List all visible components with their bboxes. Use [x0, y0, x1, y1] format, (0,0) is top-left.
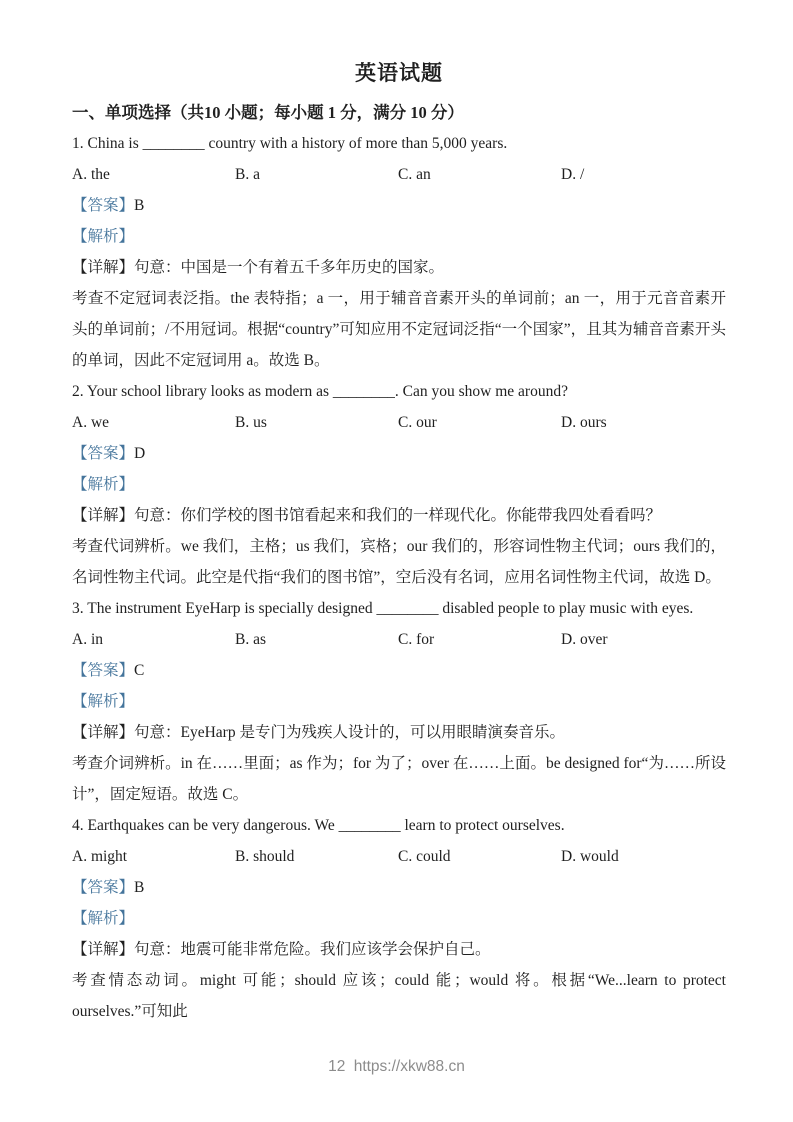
- detail-line: [72, 500, 726, 531]
- option-b: B. us: [235, 414, 267, 431]
- analysis-label: 【解析】: [72, 476, 135, 493]
- question-block-3: [72, 593, 726, 810]
- answer-label: 【答案】: [72, 662, 135, 679]
- question-text: 2. Your school library looks as modern as ________. Can you show me around?: [72, 383, 568, 400]
- option-d: D. over: [561, 631, 608, 648]
- section-header: 一、单项选择（共10 小题；每小题 1 分，满分 10 分）: [72, 103, 464, 122]
- detail-sentence: 句意：地震可能非常危险。我们应该学会保护自己。: [134, 941, 491, 958]
- explanation: 考查情态动词。might 可能；should 应该；could 能；would 将。根据“We...learn to protect ourselves.”可知此: [72, 972, 726, 1020]
- options-row: [72, 841, 726, 872]
- answer-value: D: [134, 445, 146, 462]
- detail-sentence: 句意：EyeHarp 是专门为残疾人设计的，可以用眼睛演奏音乐。: [134, 724, 565, 741]
- option-c: C. for: [398, 631, 435, 648]
- question-block-2: [72, 376, 726, 593]
- option-c: C. our: [398, 414, 437, 431]
- answer-value: C: [134, 662, 145, 679]
- option-d: D. would: [561, 848, 619, 865]
- analysis-label: 【解析】: [72, 228, 135, 245]
- detail-line: [72, 252, 726, 283]
- answer-value: B: [134, 879, 145, 896]
- page-footer: [0, 1056, 793, 1078]
- detail-line: [72, 717, 726, 748]
- analysis-label: 【解析】: [72, 693, 135, 710]
- footer-url: https://xkw88.cn: [353, 1058, 465, 1075]
- option-a: A. the: [72, 166, 110, 183]
- detail-label: 【详解】: [72, 941, 135, 958]
- question-text: 3. The instrument EyeHarp is specially designed ________ disabled people to play music with eyes.: [72, 600, 694, 617]
- answer-label: 【答案】: [72, 197, 135, 214]
- analysis-label: 【解析】: [72, 910, 135, 927]
- question-text: 4. Earthquakes can be very dangerous. We ________ learn to protect ourselves.: [72, 817, 565, 834]
- option-c: C. could: [398, 848, 451, 865]
- option-a: A. we: [72, 414, 110, 431]
- options-row: [72, 624, 726, 655]
- detail-sentence: 句意：中国是一个有着五千多年历史的国家。: [134, 259, 445, 276]
- option-a: A. in: [72, 631, 103, 648]
- option-c: C. an: [398, 166, 431, 183]
- option-b: B. as: [235, 631, 266, 648]
- question-text: 1. China is ________ country with a history of more than 5,000 years.: [72, 135, 508, 152]
- answer-label: 【答案】: [72, 879, 135, 896]
- detail-sentence: 句意：你们学校的图书馆看起来和我们的一样现代化。你能带我四处看看吗？: [134, 507, 662, 524]
- explanation: 考查介词辨析。in 在……里面；as 作为；for 为了；over 在……上面。be designed for“为……所设计”，固定短语。故选 C。: [72, 755, 726, 803]
- answer-line: [72, 872, 726, 903]
- question-block-1: [72, 128, 726, 376]
- answer-value: B: [134, 197, 145, 214]
- options-row: [72, 159, 726, 190]
- option-a: A. might: [72, 848, 128, 865]
- option-d: D. /: [561, 166, 585, 183]
- detail-line: [72, 934, 726, 965]
- explanation: 考查不定冠词表泛指。the 表特指；a 一，用于辅音音素开头的单词前；an 一，用于元音音素开头的单词前；/不用冠词。根据“country”可知应用不定冠词泛指“一个国家”，且其为辅音音素开头的单词，因此不定冠词用 a。故选 B。: [72, 290, 726, 369]
- detail-label: 【详解】: [72, 724, 135, 741]
- detail-label: 【详解】: [72, 507, 135, 524]
- answer-line: [72, 655, 726, 686]
- question-block-4: [72, 810, 726, 1027]
- option-b: B. should: [235, 848, 295, 865]
- answer-label: 【答案】: [72, 445, 135, 462]
- options-row: [72, 407, 726, 438]
- answer-line: [72, 190, 726, 221]
- option-d: D. ours: [561, 414, 607, 431]
- document-title: 英语试题: [355, 61, 443, 85]
- option-b: B. a: [235, 166, 260, 183]
- detail-label: 【详解】: [72, 259, 135, 276]
- answer-line: [72, 438, 726, 469]
- explanation: 考查代词辨析。we 我们，主格；us 我们，宾格；our 我们的，形容词性物主代词；ours 我们的，名词性物主代词。此空是代指“我们的图书馆”，空后没有名词，应用名词性物主代词，故选 D。: [72, 538, 726, 586]
- page-number: 12: [328, 1058, 346, 1075]
